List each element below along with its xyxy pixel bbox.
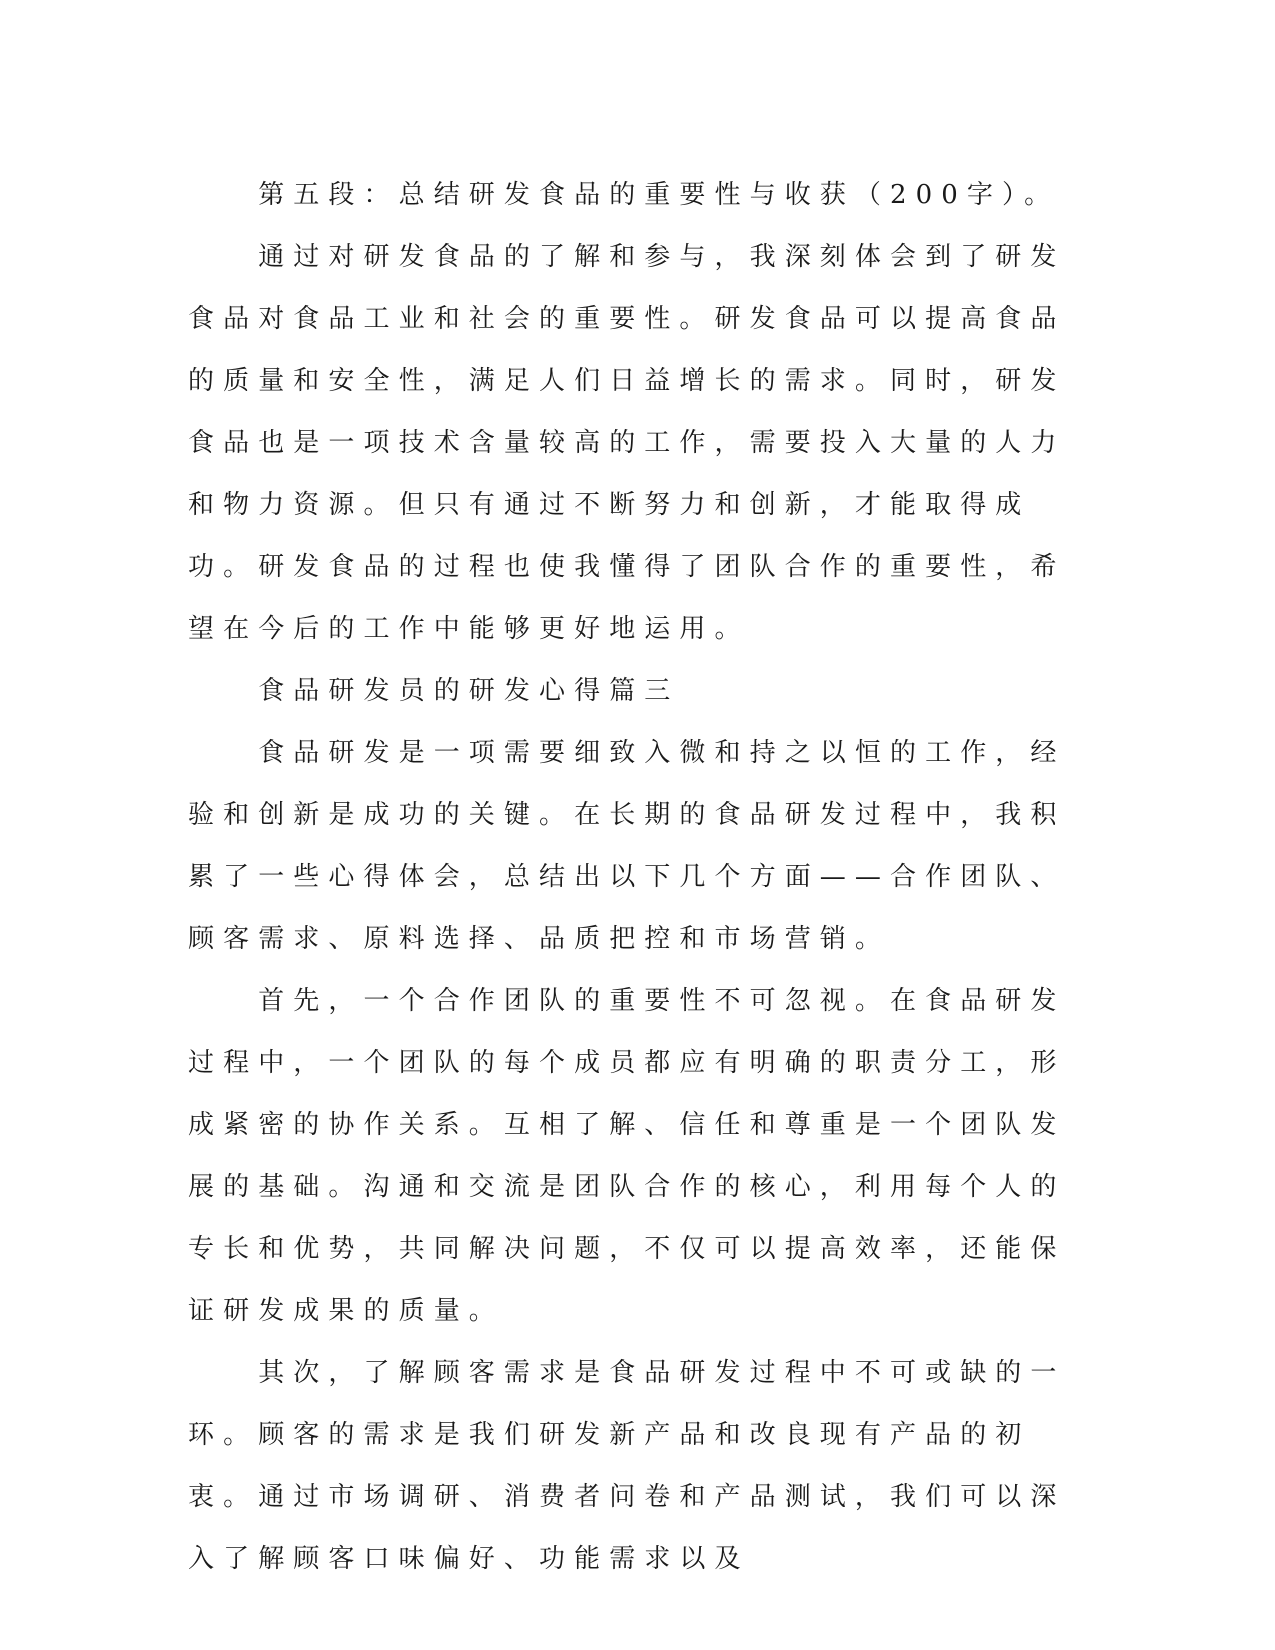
body-paragraph: 通过对研发食品的了解和参与，我深刻体会到了研发食品对食品工业和社会的重要性。研发食品可以提高食品的质量和安全性，满足人们日益增长的需求。同时，研发食品也是一项技术含量较高的工作，需要投入大量的人力和物力资源。但只有通过不断努力和创新，才能取得成功。研发食品的过程也使我懂得了团队合作的重要性，希望在今后的工作中能够更好地运用。: [188, 242, 1066, 644]
article-title: 食品研发员的研发心得篇三: [258, 676, 680, 706]
document-page: [188, 164, 1078, 1590]
section-heading: 第五段：总结研发食品的重要性与收获（200字）。: [258, 180, 1060, 210]
body-paragraph: 其次，了解顾客需求是食品研发过程中不可或缺的一环。顾客的需求是我们研发新产品和改良现有产品的初衷。通过市场调研、消费者问卷和产品测试，我们可以深入了解顾客口味偏好、功能需求以及: [188, 1358, 1066, 1574]
body-paragraph: 食品研发是一项需要细致入微和持之以恒的工作，经验和创新是成功的关键。在长期的食品研发过程中，我积累了一些心得体会，总结出以下几个方面——合作团队、顾客需求、原料选择、品质把控和市场营销。: [188, 738, 1066, 954]
body-paragraph: 首先，一个合作团队的重要性不可忽视。在食品研发过程中，一个团队的每个成员都应有明确的职责分工，形成紧密的协作关系。互相了解、信任和尊重是一个团队发展的基础。沟通和交流是团队合作的核心，利用每个人的专长和优势，共同解决问题，不仅可以提高效率，还能保证研发成果的质量。: [188, 986, 1066, 1326]
